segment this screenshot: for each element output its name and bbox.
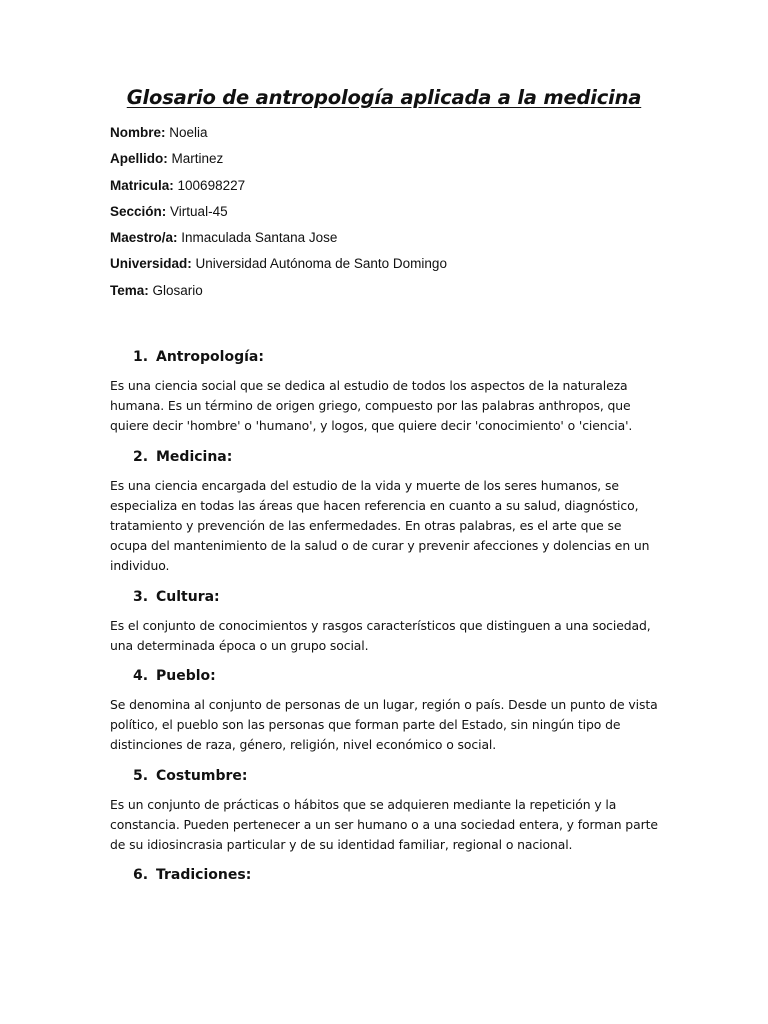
- glossary-term-pueblo: [110, 665, 660, 687]
- info-value: Virtual-45: [170, 203, 228, 219]
- student-info: [110, 123, 670, 307]
- info-row-tema: [110, 281, 670, 307]
- info-label: Sección:: [110, 203, 167, 219]
- info-row-seccion: [110, 202, 670, 228]
- term-label: Medicina:: [156, 448, 233, 465]
- glossary-term-cultura: [110, 586, 660, 608]
- term-number: 4.: [133, 668, 149, 685]
- term-label: Antropología:: [156, 349, 264, 365]
- info-row-apellido: [110, 149, 670, 175]
- info-label: Apellido:: [110, 151, 168, 167]
- glossary-term-tradiciones: [110, 864, 660, 886]
- info-label: Matricula:: [110, 177, 174, 193]
- info-row-matricula: [110, 176, 670, 202]
- info-value: Inmaculada Santana Jose: [181, 230, 338, 246]
- glossary-definition: Es una ciencia encargada del estudio de la vida y muerte de los seres humanos, se especializa en todas las áreas que hacen referencia en cuanto a su salud, diagnóstico, tratamiento y prevención de las enfermedades. En otras palabras, es el arte que se ocupa del mantenimiento de la salud o de curar y prevenir afecciones y dolencias en un individuo.: [110, 477, 650, 574]
- info-row-nombre: [110, 123, 670, 149]
- info-row-maestro: [110, 228, 670, 254]
- glossary-term-costumbre: [110, 765, 660, 787]
- glossary: [110, 346, 660, 894]
- info-value: 100698227: [177, 177, 246, 193]
- term-number: 2.: [133, 448, 149, 465]
- glossary-definition: Se denomina al conjunto de personas de un lugar, región o país. Desde un punto de vista político, el pueblo son las personas que forman parte del Estado, sin ningún tipo de distinciones de raza, género, religión, nivel económico o social.: [110, 697, 658, 753]
- info-label: Maestro/a:: [110, 230, 178, 246]
- glossary-definition: Es el conjunto de conocimientos y rasgos característicos que distinguen a una sociedad, una determinada época o un grupo social.: [110, 617, 651, 653]
- glossary-term-medicina: [110, 446, 660, 468]
- term-label: Tradiciones:: [156, 867, 252, 884]
- term-label: Costumbre:: [156, 767, 248, 784]
- info-row-universidad: [110, 254, 670, 280]
- glossary-definition: Es un conjunto de prácticas o hábitos que se adquieren mediante la repetición y la constancia. Pueden pertenecer a un ser humano o a una sociedad entera, y forman parte de su idiosincrasia particular y de su identidad familiar, regional o nacional.: [110, 796, 658, 853]
- info-value: Universidad Autónoma de Santo Domingo: [195, 256, 447, 272]
- glossary-term-antropologia: [110, 346, 660, 368]
- info-label: Tema:: [110, 282, 149, 298]
- term-number: 5.: [133, 767, 149, 784]
- document-title: Glosario de antropología aplicada a la medicina: [126, 86, 642, 109]
- term-label: Cultura:: [156, 588, 220, 605]
- term-number: 3.: [133, 588, 149, 605]
- glossary-definition: Es una ciencia social que se dedica al estudio de todos los aspectos de la naturaleza humana. Es un término de origen griego, compuesto por las palabras anthropos, que quiere decir 'hombre' o 'humano', y logos, que quiere decir 'conocimiento' o 'ciencia'.: [110, 378, 633, 434]
- term-number: 6.: [133, 867, 149, 884]
- info-value: Glosario: [152, 282, 203, 298]
- info-label: Nombre:: [110, 125, 166, 140]
- term-number: 1.: [133, 349, 149, 365]
- term-label: Pueblo:: [156, 668, 216, 685]
- info-label: Universidad:: [110, 256, 192, 272]
- info-value: Martinez: [171, 151, 224, 167]
- info-value: Noelia: [169, 125, 208, 140]
